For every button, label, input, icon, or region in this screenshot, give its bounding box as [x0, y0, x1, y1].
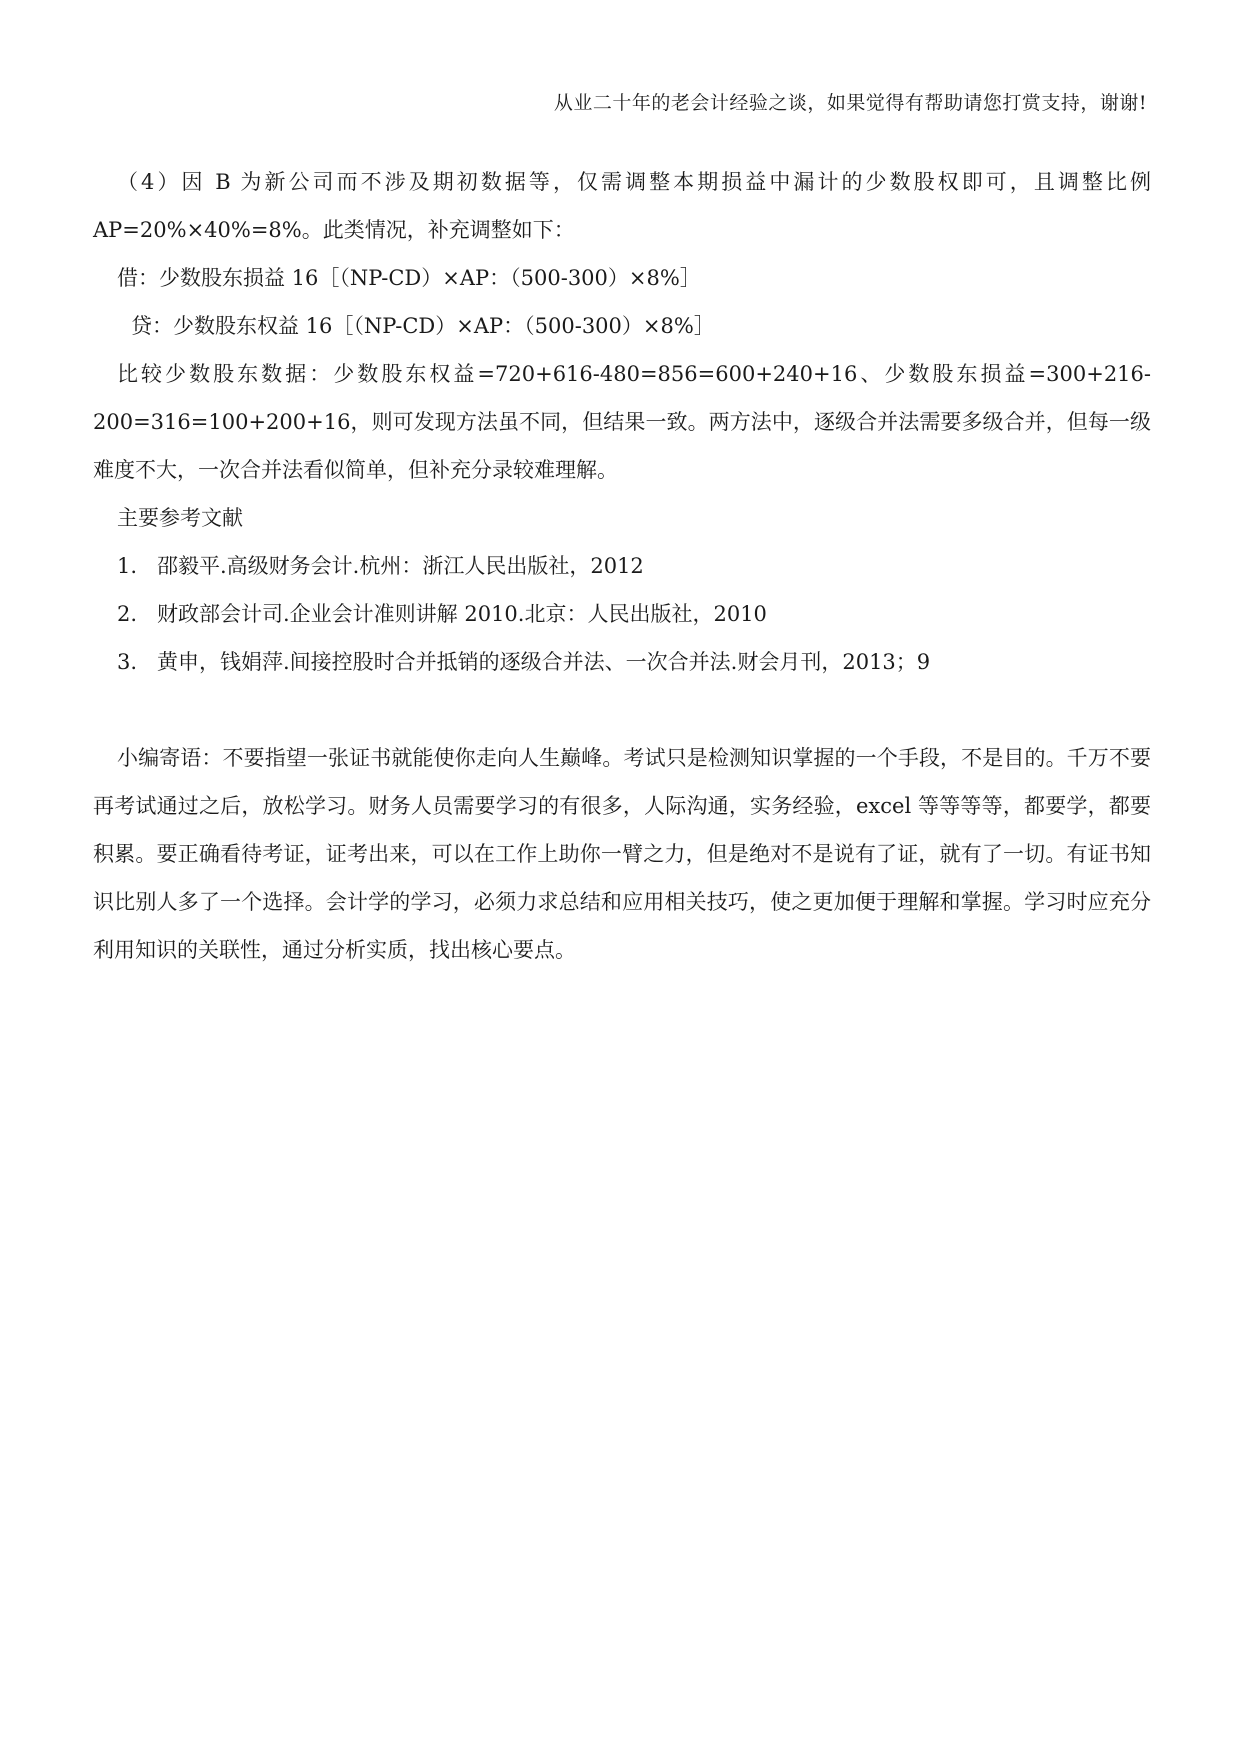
reference-item — [93, 590, 1151, 638]
editor-note: 小编寄语：不要指望一张证书就能使你走向人生巅峰。考试只是检测知识掌握的一个手段，不是目的。千万不要再考试通过之后，放松学习。财务人员需要学习的有很多，人际沟通，实务经验，excel 等等等等，都要学，都要积累。要正确看待考证，证考出来，可以在工作上助你一臂之力，但是绝对不是说有了证，就有了一切。有证书知识比别人多了一个选择。会计学的学习，必须力求总结和应用相关技巧，使之更加便于理解和掌握。学习时应充分利用知识的关联性，通过分析实质，找出核心要点。 — [93, 746, 1151, 962]
references-title: 主要参考文献 — [117, 506, 243, 530]
reference-number: 2. — [117, 602, 138, 626]
journal-entry-credit: 贷：少数股东权益 16［（NP-CD）×AP：（500-300）×8%］ — [131, 314, 715, 338]
document-body — [93, 158, 1151, 974]
reference-number: 3. — [117, 650, 138, 674]
paragraph-adjustment: （4）因 B 为新公司而不涉及期初数据等，仅需调整本期损益中漏计的少数股权即可，且调整比例 AP=20%×40%=8%。此类情况，补充调整如下： — [93, 170, 1151, 242]
reference-text: 财政部会计司.企业会计准则讲解 2010.北京：人民出版社，2010 — [157, 602, 767, 626]
spacer — [93, 686, 1151, 734]
reference-text: 黄申，钱娟萍.间接控股时合并抵销的逐级合并法、一次合并法.财会月刊，2013；9 — [157, 650, 931, 674]
page-header: 从业二十年的老会计经验之谈，如果觉得有帮助请您打赏支持，谢谢! — [553, 92, 1147, 114]
journal-entry-debit: 借：少数股东损益 16［（NP-CD）×AP：（500-300）×8%］ — [117, 266, 701, 290]
reference-item — [93, 542, 1151, 590]
references-list — [93, 542, 1151, 686]
reference-text: 邵毅平.高级财务会计.杭州：浙江人民出版社，2012 — [157, 554, 644, 578]
reference-number: 1. — [117, 554, 138, 578]
reference-item — [93, 638, 1151, 686]
paragraph-comparison: 比较少数股东数据：少数股东权益=720+616-480=856=600+240+16、少数股东损益=300+216-200=316=100+200+16，则可发现方法虽不同，但结果一致。两方法中，逐级合并法需要多级合并，但每一级难度不大，一次合并法看似简单，但补充分录较难理解。 — [93, 362, 1151, 482]
